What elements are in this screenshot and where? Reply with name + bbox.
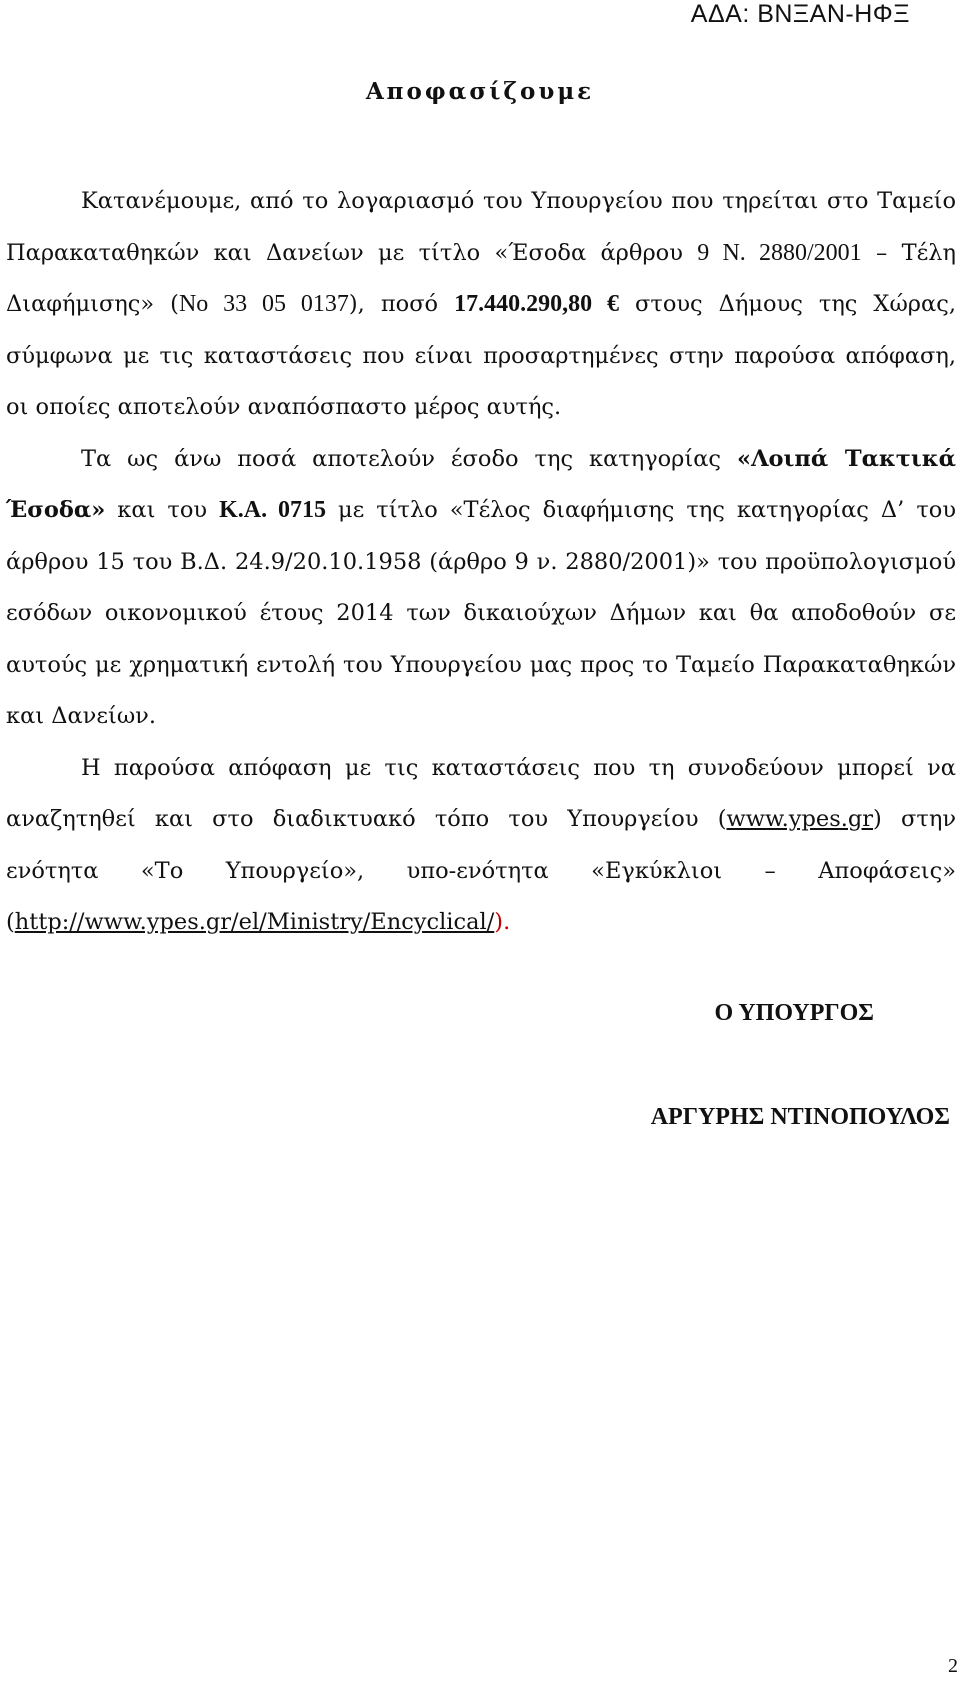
encyclical-link[interactable]: http://www.ypes.gr/el/Ministry/Encyclical/ bbox=[14, 909, 495, 935]
paragraph-revenue-category bbox=[6, 434, 956, 743]
decision-body bbox=[6, 176, 956, 949]
signature-title: Ο ΥΠΟΥΡΓΟΣ bbox=[714, 1000, 874, 1026]
paragraph-text: Η παρούσα απόφαση με τις καταστάσεις που τη συνοδεύουν μπορεί να αναζητηθεί και στο διαδικτυακό τόπο του Υπουργείου ( bbox=[6, 754, 956, 832]
paragraph-text: ) στην ενότητα «Το Υπουργείο», υπο-ενότητα «Εγκύκλιοι – Αποφάσεις» ( bbox=[6, 806, 956, 935]
ministry-site-link[interactable]: www.ypes.gr bbox=[726, 806, 874, 832]
paragraph-allocation bbox=[6, 176, 956, 434]
paragraph-text: ), ποσό bbox=[348, 291, 455, 317]
revenue-category: «Λοιπά Τακτικά Έσοδα» bbox=[6, 445, 956, 523]
account-number: Νο 33 05 0137 bbox=[178, 291, 349, 317]
paragraph-text: ). bbox=[494, 909, 511, 935]
paragraph-text: Κατανέμουμε, από το λογαριασμό του Υπουργείου που τηρείται στο Ταμείο Παρακαταθηκών και Δανείων με τίτλο «Έσοδα άρθρου bbox=[6, 188, 956, 266]
paragraph-text: και του bbox=[105, 497, 220, 523]
signature-name: ΑΡΓΥΡΗΣ ΝΤΙΝΟΠΟΥΛΟΣ bbox=[650, 1104, 950, 1130]
page-number: 2 bbox=[948, 1655, 958, 1677]
allocation-amount: 17.440.290,80 € bbox=[454, 291, 619, 317]
paragraph-text: Τα ως άνω ποσά αποτελούν έσοδο της κατηγορίας bbox=[81, 445, 738, 472]
paragraph-publication bbox=[6, 743, 956, 949]
decision-heading: Αποφασίζουμε bbox=[365, 78, 595, 105]
paragraph-text: με τίτλο «Τέλος διαφήμισης της κατηγορίας Δ’ του άρθρου 15 του Β.Δ. 24.9/20.10.1958 (άρθρο 9 ν. 2880/2001)» του προϋπολογισμού εσόδων οικονομικού έτους 2014 των δικαιούχων Δήμων και θα αποδοθούν σε αυτούς με χρηματική εντολή του Υπουργείου μας προς το Ταμείο Παρακαταθηκών και Δανείων. bbox=[6, 497, 956, 729]
paragraph-text: – Τέλη Διαφήμισης» ( bbox=[6, 239, 957, 317]
paragraph-text: στους Δήμους της Χώρας, σύμφωνα με τις καταστάσεις που είναι προσαρτημένες στην παρούσα απόφαση, οι οποίες αποτελούν αναπόσπαστο μέρος αυτής. bbox=[6, 291, 956, 420]
ada-code: ΑΔΑ: ΒΝΞΑΝ-ΗΦΞ bbox=[690, 0, 910, 28]
law-reference: 9 Ν. 2880/2001 bbox=[697, 239, 862, 266]
budget-code: Κ.Α. 0715 bbox=[219, 497, 326, 523]
